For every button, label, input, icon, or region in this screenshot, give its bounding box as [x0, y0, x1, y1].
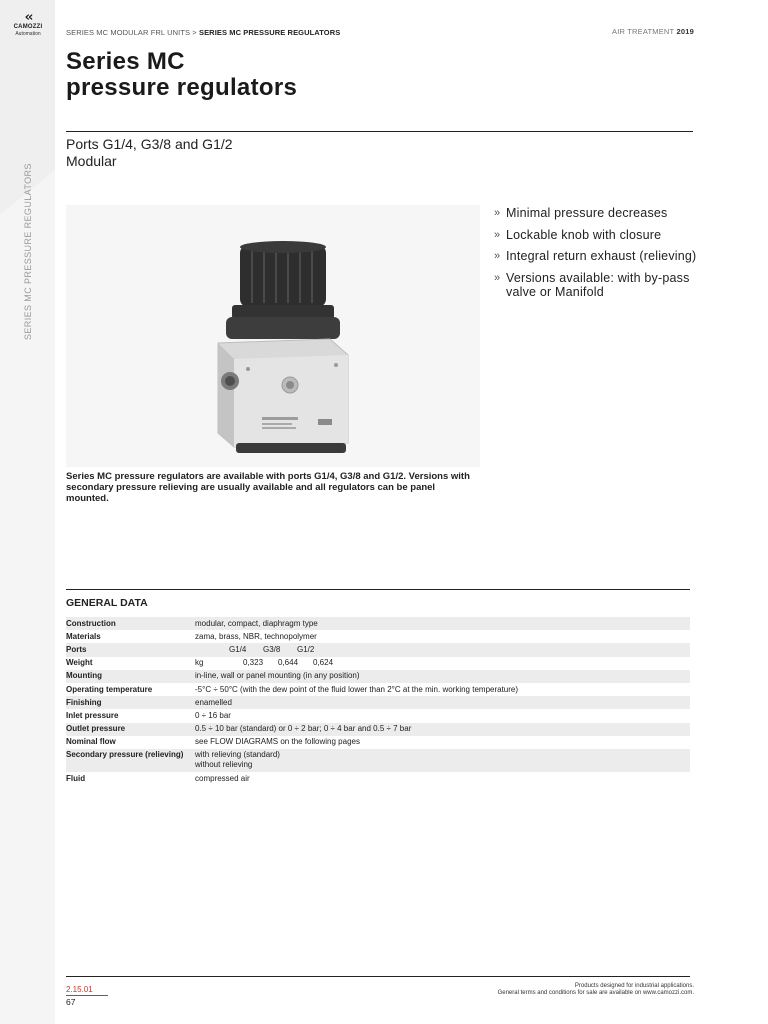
- general-data-title: GENERAL DATA: [66, 597, 148, 609]
- table-row: [66, 736, 690, 749]
- footer-note-line: Products designed for industrial applications.: [574, 983, 694, 989]
- table-row: [66, 643, 690, 656]
- title-line-1: Series MC: [66, 48, 185, 75]
- title-divider: [66, 131, 693, 132]
- product-image: [66, 205, 480, 467]
- port-size: G3/8: [263, 644, 281, 654]
- row-value: compressed air: [195, 773, 250, 783]
- table-row: [66, 657, 690, 670]
- weight-unit: kg: [195, 658, 204, 668]
- row-value: [195, 643, 690, 656]
- feature-item: [494, 228, 704, 243]
- catalog-name: AIR TREATMENT: [612, 27, 675, 36]
- feature-item: [494, 249, 704, 264]
- bullet-arrow-icon: »: [494, 228, 501, 241]
- weight-values: [195, 658, 690, 668]
- port-size: G1/4: [229, 644, 247, 654]
- table-row: [66, 696, 690, 709]
- row-value: [195, 749, 690, 772]
- weight-value: 0,644: [278, 658, 299, 668]
- row-value: in-line, wall or panel mounting (in any position): [195, 670, 690, 683]
- product-description: Series MC pressure regulators are available with ports G1/4, G3/8 and G1/2. Versions with secondary pressure relieving are usually available and all regulators can be panel mounted.: [66, 471, 470, 504]
- bullet-arrow-icon: »: [494, 250, 501, 262]
- table-row: [66, 670, 690, 683]
- sidebar-background: [0, 0, 55, 1024]
- row-label: Materials: [66, 631, 101, 641]
- ports-values: [195, 645, 690, 655]
- page-subtitle: [66, 136, 233, 170]
- footer-divider: [66, 976, 690, 977]
- row-value: 0.5 ÷ 10 bar (standard) or 0 ÷ 2 bar; 0 ÷ 4 bar and 0.5 ÷ 7 bar: [195, 723, 690, 736]
- feature-text: Minimal pressure decreases: [506, 206, 668, 220]
- row-label: Secondary pressure (relieving): [66, 749, 195, 772]
- row-value: zama, brass, NBR, technopolymer: [195, 631, 317, 641]
- row-label: Outlet pressure: [66, 723, 195, 736]
- page-number: 67: [66, 997, 76, 1007]
- row-label: Fluid: [66, 773, 86, 783]
- table-row: [66, 749, 690, 772]
- feature-text: Versions available: with by-pass valve or Manifold: [506, 270, 690, 299]
- row-label: Mounting: [66, 670, 195, 683]
- general-data-table: [66, 617, 690, 785]
- breadcrumb-current: SERIES MC PRESSURE REGULATORS: [198, 28, 341, 37]
- row-label: Weight: [66, 658, 93, 668]
- feature-item: [494, 206, 704, 221]
- port-size: G1/2: [297, 644, 315, 654]
- row-value: -5°C ÷ 50°C (with the dew point of the fluid lower than 2°C at the min. working temperature): [195, 684, 519, 694]
- footer-code-underline: [66, 995, 108, 996]
- subtitle-line-2: Modular: [66, 153, 117, 169]
- pressure-regulator-illustration: [66, 205, 480, 467]
- page-title: [66, 49, 297, 101]
- table-row: [66, 723, 690, 736]
- footer-section-code: 2.15.01: [66, 985, 93, 994]
- row-value-line: without relieving: [195, 760, 253, 770]
- footer-note: [498, 983, 694, 997]
- row-value-line: with relieving (standard): [195, 750, 280, 760]
- general-data-divider: [66, 589, 690, 590]
- row-value: 0 ÷ 16 bar: [195, 710, 231, 720]
- logo-mark-icon: ‹‹: [24, 10, 32, 25]
- table-row: [66, 683, 690, 696]
- row-label: Construction: [66, 617, 195, 630]
- weight-value: 0,624: [313, 658, 334, 668]
- subtitle-line-1: Ports G1/4, G3/8 and G1/2: [66, 136, 233, 152]
- table-row: [66, 617, 690, 630]
- table-row: [66, 709, 690, 722]
- breadcrumb-section: SERIES MC MODULAR FRL UNITS: [66, 28, 191, 37]
- feature-list: [494, 206, 704, 307]
- logo-tagline: Automation: [15, 31, 41, 37]
- feature-item: [494, 271, 704, 300]
- row-label: Operating temperature: [66, 684, 153, 694]
- row-label: Ports: [66, 643, 195, 656]
- feature-text: Integral return exhaust (relieving): [506, 249, 697, 263]
- title-line-2: pressure regulators: [66, 74, 298, 101]
- table-row: [66, 630, 690, 643]
- feature-text: Lockable knob with closure: [506, 227, 662, 242]
- row-value: modular, compact, diaphragm type: [195, 617, 690, 630]
- catalog-reference: [612, 27, 694, 36]
- sidebar-vertical-label: SERIES MC PRESSURE REGULATORS: [23, 163, 33, 340]
- row-value: enamelled: [195, 696, 690, 709]
- row-label: Nominal flow: [66, 737, 116, 747]
- row-value: see FLOW DIAGRAMS on the following pages: [195, 737, 360, 747]
- footer-note-line: General terms and conditions for sale are available on www.camozzi.com.: [497, 990, 694, 996]
- row-label: Inlet pressure: [66, 710, 119, 720]
- row-value: [195, 657, 690, 670]
- logo-name: CAMOZZI: [13, 24, 43, 30]
- bullet-arrow-icon: »: [494, 271, 501, 284]
- breadcrumb: [66, 28, 340, 37]
- row-label: Finishing: [66, 696, 195, 709]
- table-row: [66, 772, 690, 785]
- weight-value: 0,323: [243, 658, 264, 668]
- camozzi-logo: [8, 12, 48, 38]
- catalog-year: 2019: [676, 27, 694, 36]
- bullet-arrow-icon: »: [494, 207, 501, 219]
- breadcrumb-separator: >: [192, 28, 197, 37]
- sidebar-band: [0, 0, 55, 1024]
